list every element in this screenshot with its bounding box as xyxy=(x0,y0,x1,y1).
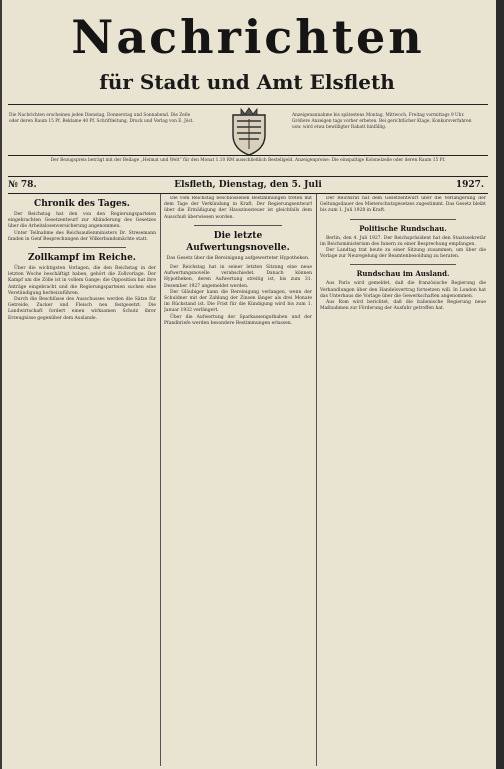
publication-info-right: Anzeigenannahme bis spätestens Montag, Mittwoch, Freitag vormittags 9 Uhr. Größere Anzeigen tags vorher erbeten. Bei gerichtlicher Klage, Konkursverfahren usw. wird etwa bewilligter Rabatt hinfällig. xyxy=(292,113,472,130)
paragraph: Berlin, den 4. Juli 1927. Der Reichspräsident hat den Staatssekretär im Reichsministerium des Innern zu einer Besprechung empfangen. xyxy=(320,235,486,247)
separator xyxy=(350,219,456,220)
masthead-title: Nachrichten xyxy=(71,10,425,64)
paragraph: Der Landtag trat heute zu einer Sitzung zusammen, um über die Vorlage zur Neuregelung der Beamtenbesoldung zu beraten. xyxy=(320,248,486,260)
paragraph: Über die wichtigsten Vorlagen, die den Reichstag in der letzten Woche beschäftigt haben, gehört die Zollvorlage. Der Kampf um die Zölle ist in vollem Gange; die Opposition hat ihre Anträge eingebracht und die Regierungsparteien suchen eine Verständigung herbeizuführen. xyxy=(8,266,156,296)
column-2 xyxy=(164,196,312,766)
column-1 xyxy=(8,196,156,766)
separator xyxy=(194,225,282,226)
headline-zollkampf: Zollkampf im Reiche. xyxy=(28,253,136,264)
paragraph: Der Reichstag hat den von den Regierungsparteien eingebrachten Gesetzentwurf zur Abänderung des Gesetzes über die Arbeitslosenversicherung angenommen. xyxy=(8,212,156,230)
coat-of-arms-icon xyxy=(227,105,271,157)
paragraph: Aus Paris wird gemeldet, daß die französische Regierung die Verhandlungen über den Handelsvertrag fortsetzen will. In London hat das Unterhaus die Vorlage über die Gewerkschaften angenommen. xyxy=(320,281,486,299)
issue-number: № 78. xyxy=(8,180,37,190)
publication-info-left: Die Nachrichten erscheinen jeden Dienstag, Donnerstag und Sonnabend. Die Zeile oder deren Raum 15 Pf. Reklame 40 Pf. Schriftleitung, Druck und Verlag von E. Jöst. xyxy=(9,113,194,124)
paragraph: Durch die Beschlüsse des Ausschusses werden die Sätze für Getreide, Zucker und Fleisch neu festgesetzt. Die Landwirtschaft fordert einen wirksamen Schutz ihrer Erzeugnisse gegenüber dem Auslande. xyxy=(8,297,156,321)
paragraph: Aus Rom wird berichtet, daß die italienische Regierung neue Maßnahmen zur Förderung der Ausfuhr getroffen hat. xyxy=(320,300,486,312)
paragraph: Der Gläubiger kann die Bereinigung verlangen, wenn der Schuldner mit der Zahlung der Zinsen länger als drei Monate im Rückstand ist. Die Frist für die Kündigung wird bis zum 1. Januar 1932 verlängert. xyxy=(164,289,312,314)
separator xyxy=(38,247,126,248)
newspaper-page xyxy=(2,0,496,769)
subheadline: Das Gesetz über die Bereinigung aufgewerteter Hypotheken. xyxy=(166,255,310,261)
masthead-subtitle: für Stadt und Amt Elsfleth xyxy=(99,70,395,94)
separator xyxy=(350,264,456,265)
book-binding-edge xyxy=(496,0,504,769)
dateline xyxy=(8,180,488,192)
paragraph: Der Reichsrat hat dem Gesetzentwurf über die Verlängerung der Geltungsdauer des Mieterschutzgesetzes zugestimmt. Das Gesetz bleibt bis zum 1. Juli 1928 in Kraft. xyxy=(320,196,486,214)
paragraph: Unter Teilnahme des Reichsaußenministers Dr. Stresemann fanden in Genf Besprechungen der Völkerbundsmächte statt. xyxy=(8,230,156,242)
column-divider xyxy=(316,194,317,766)
paragraph: Über die Aufwertung der Sparkassenguthaben und der Pfandbriefe werden besondere Bestimmungen erlassen. xyxy=(164,314,312,326)
paragraph: Die vom Reichstag beschlossenen Bestimmungen treten mit dem Tage der Verkündung in Kraft. Der Regierungsentwurf über die Ermäßigung der Hauszinssteuer ist gleichfalls dem Ausschuß überwiesen worden. xyxy=(164,196,312,220)
rule xyxy=(8,176,488,177)
rule xyxy=(8,155,488,156)
column-divider xyxy=(160,194,161,766)
column-3 xyxy=(320,196,486,766)
headline-chronik: Chronik des Tages. xyxy=(34,199,130,209)
rule xyxy=(8,193,488,194)
paragraph: Der Reichstag hat in seiner letzten Sitzung eine neue Aufwertungsnovelle verabschiedet. Danach können Hypotheken, deren Aufwertung streitig ist, bis zum 31. Dezember 1927 angemeldet werden. xyxy=(164,265,312,289)
subscription-note: Der Bezugspreis beträgt mit der Beilage „Heimat und Welt“ für den Monat 1.10 RM ausschließlich Bestellgeld. Anzeigenpreise: Die einspaltige Kolonelzeile oder deren Raum 15 Pf. xyxy=(50,158,446,163)
issue-date: Elsfleth, Dienstag, den 5. Juli xyxy=(174,180,322,190)
headline-rundschau-ausland: Rundschau im Ausland. xyxy=(356,269,450,279)
headline-aufwertungsnovelle: Die letzte Aufwertungsnovelle. xyxy=(186,230,290,253)
headline-politische-rundschau: Politische Rundschau. xyxy=(359,223,447,233)
issue-year: 1927. xyxy=(455,180,484,190)
